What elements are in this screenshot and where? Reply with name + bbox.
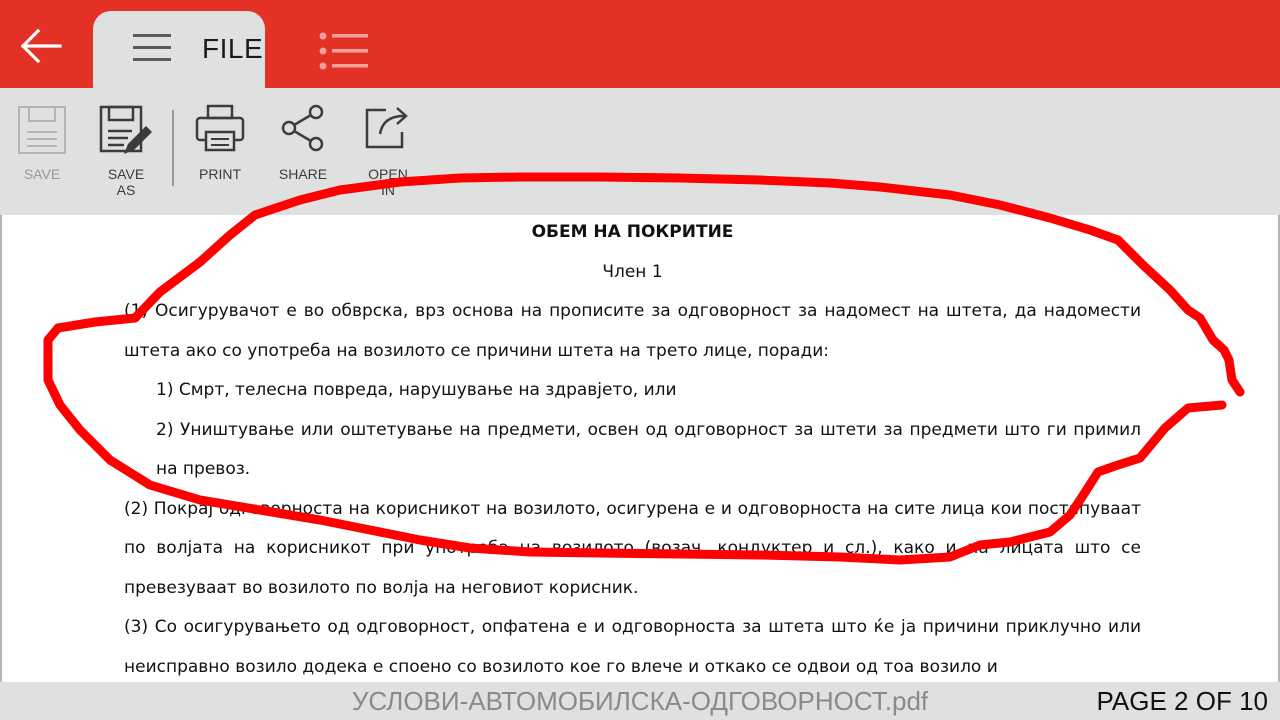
list-item-2: 2) Уништување или оштетување на предмети, освен од одговорност за штети за предмети што ги примил на превоз. bbox=[156, 419, 1141, 479]
save-button[interactable] bbox=[2, 104, 82, 182]
printer-icon bbox=[194, 104, 246, 154]
file-toolbar bbox=[0, 88, 1280, 215]
article-title: Член 1 bbox=[602, 261, 663, 282]
save-as-label: SAVE AS bbox=[107, 166, 145, 198]
list-icon bbox=[318, 30, 370, 72]
save-label: SAVE bbox=[23, 166, 61, 182]
save-as-button[interactable] bbox=[86, 104, 166, 198]
file-name: УСЛОВИ-АВТОМОБИЛСКА-ОДГОВОРНОСТ.pdf bbox=[351, 686, 929, 716]
page-content bbox=[124, 215, 1141, 682]
save-icon bbox=[16, 104, 68, 156]
list-item-1: 1) Смрт, телесна повреда, нарушување на здравјето, или bbox=[156, 380, 677, 400]
tab-file-label: FILE bbox=[202, 33, 264, 64]
open-external-icon bbox=[364, 104, 412, 150]
hamburger-menu-icon bbox=[133, 33, 171, 63]
tab-outline[interactable] bbox=[318, 30, 376, 80]
section-heading: ОБЕМ НА ПОКРИТИЕ bbox=[531, 222, 734, 242]
back-button[interactable] bbox=[12, 20, 68, 72]
app-bar bbox=[0, 0, 1280, 88]
open-in-label: OPEN IN bbox=[368, 166, 408, 198]
page-indicator: PAGE 2 OF 10 bbox=[1096, 686, 1268, 716]
tab-file[interactable] bbox=[93, 11, 265, 88]
status-bar bbox=[0, 682, 1280, 720]
paragraph-2: (2) Покрај одговорноста на корисникот на возилото, осигурена е и одговорноста на сите лица кои постапуваат по волјата на корисникот при употреба на возилото (возач, кондуктер и сл.), како и на лицата што се превезуваат во возилото по волја на неговиот корисник. bbox=[124, 498, 1141, 598]
page-left-edge bbox=[0, 215, 2, 682]
share-label: SHARE bbox=[278, 166, 328, 182]
toolbar-divider bbox=[172, 110, 174, 186]
paragraph-3: (3) Со осигурувањето од одговорност, опфатена е и одговорноста за штета што ќе ја причини приклучно или неисправно возило додека е споено со возилото кое го влече и откако се одвои од тоа возило и bbox=[124, 617, 1141, 677]
save-as-icon bbox=[98, 104, 154, 158]
document-view[interactable] bbox=[0, 215, 1280, 682]
share-icon bbox=[280, 104, 326, 152]
print-label: PRINT bbox=[199, 166, 241, 182]
open-in-button[interactable] bbox=[348, 104, 428, 198]
arrow-left-icon bbox=[18, 28, 62, 64]
print-button[interactable] bbox=[180, 104, 260, 182]
paragraph-1: (1) Осигурувачот е во обврска, врз основа на прописите за одговорност за надомест на штета, да надомести штета ако со употреба на возилото се причини штета на трето лице, поради: bbox=[124, 301, 1141, 361]
share-button[interactable] bbox=[263, 104, 343, 182]
